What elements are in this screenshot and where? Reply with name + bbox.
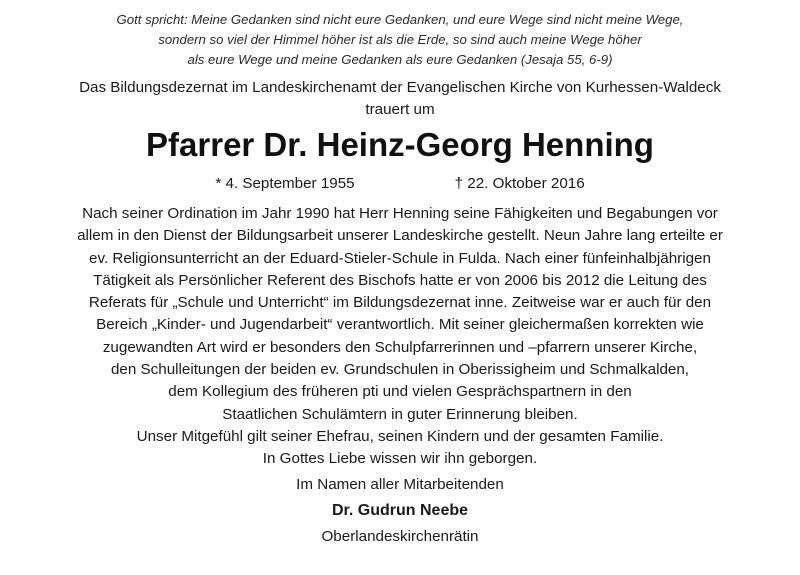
signature-block — [0, 473, 800, 549]
intro-sender: Das Bildungsdezernat im Landeskirchenamt der Evangelischen Kirche von Kurhessen-Waldeck — [79, 79, 721, 96]
signer-role: Oberlandeskirchenrätin — [321, 527, 479, 545]
signer-name: Dr. Gudrun Neebe — [331, 501, 469, 519]
verse-line: als eure Wege und meine Gedanken als eure Gedanken (Jesaja 55, 6-9) — [187, 52, 613, 67]
deceased-name: Pfarrer Dr. Heinz-Georg Henning — [146, 126, 654, 163]
verse-line: Gott spricht: Meine Gedanken sind nicht eure Gedanken, und eure Wege sind nicht meine Wege, — [116, 12, 684, 27]
birth-date: * 4. September 1955 — [215, 175, 355, 192]
bible-verse — [0, 0, 800, 70]
announcement-intro — [0, 77, 800, 121]
death-date: † 22. Oktober 2016 — [454, 175, 585, 192]
eulogy-line: Bereich „Kinder- und Jugendarbeit“ verantwortlich. Mit seiner gleichermaßen korrekten wie — [96, 316, 704, 334]
eulogy-line: Staatlichen Schulämtern in guter Erinnerung bleiben. — [222, 405, 578, 423]
eulogy-line: Tätigkeit als Persönlicher Referent des Bischofs hatte er von 2006 bis 2012 die Leitung des — [93, 271, 707, 289]
intro-mourns: trauert um — [365, 101, 435, 118]
eulogy-line: dem Kollegium des früheren pti und vielen Gesprächspartnern in den — [168, 383, 632, 401]
eulogy-line: zugewandten Art wird er besonders den Schulpfarrerinnen und –pfarrern unserer Kirche, — [102, 338, 698, 356]
on-behalf-text: Im Namen aller Mitarbeitenden — [296, 475, 504, 493]
eulogy-line: Referats für „Schule und Unterricht“ im Bildungsdezernat inne. Zeitweise war er auch für den — [88, 294, 712, 312]
eulogy-line: ev. Religionsunterricht an der Eduard-Stieler-Schule in Fulda. Nach einer fünfeinhalbjährigen — [89, 249, 711, 267]
condolence-line: Unser Mitgefühl gilt seiner Ehefrau, seinen Kindern und der gesamten Familie. — [136, 427, 664, 445]
life-dates — [0, 173, 800, 195]
eulogy-text — [0, 203, 800, 471]
eulogy-line: allem in den Dienst der Bildungsarbeit unserer Landeskirche gestellt. Neun Jahre lang erteilte er — [77, 227, 723, 245]
condolence-line: In Gottes Liebe wissen wir ihn geborgen. — [262, 450, 538, 468]
verse-line: sondern so viel der Himmel höher ist als die Erde, so sind auch meine Wege höher — [158, 32, 642, 47]
eulogy-line: den Schulleitungen der beiden ev. Grundschulen in Oberissigheim und Schmalkalden, — [110, 361, 690, 379]
eulogy-line: Nach seiner Ordination im Jahr 1990 hat Herr Henning seine Fähigkeiten und Begabungen vor — [82, 205, 718, 222]
